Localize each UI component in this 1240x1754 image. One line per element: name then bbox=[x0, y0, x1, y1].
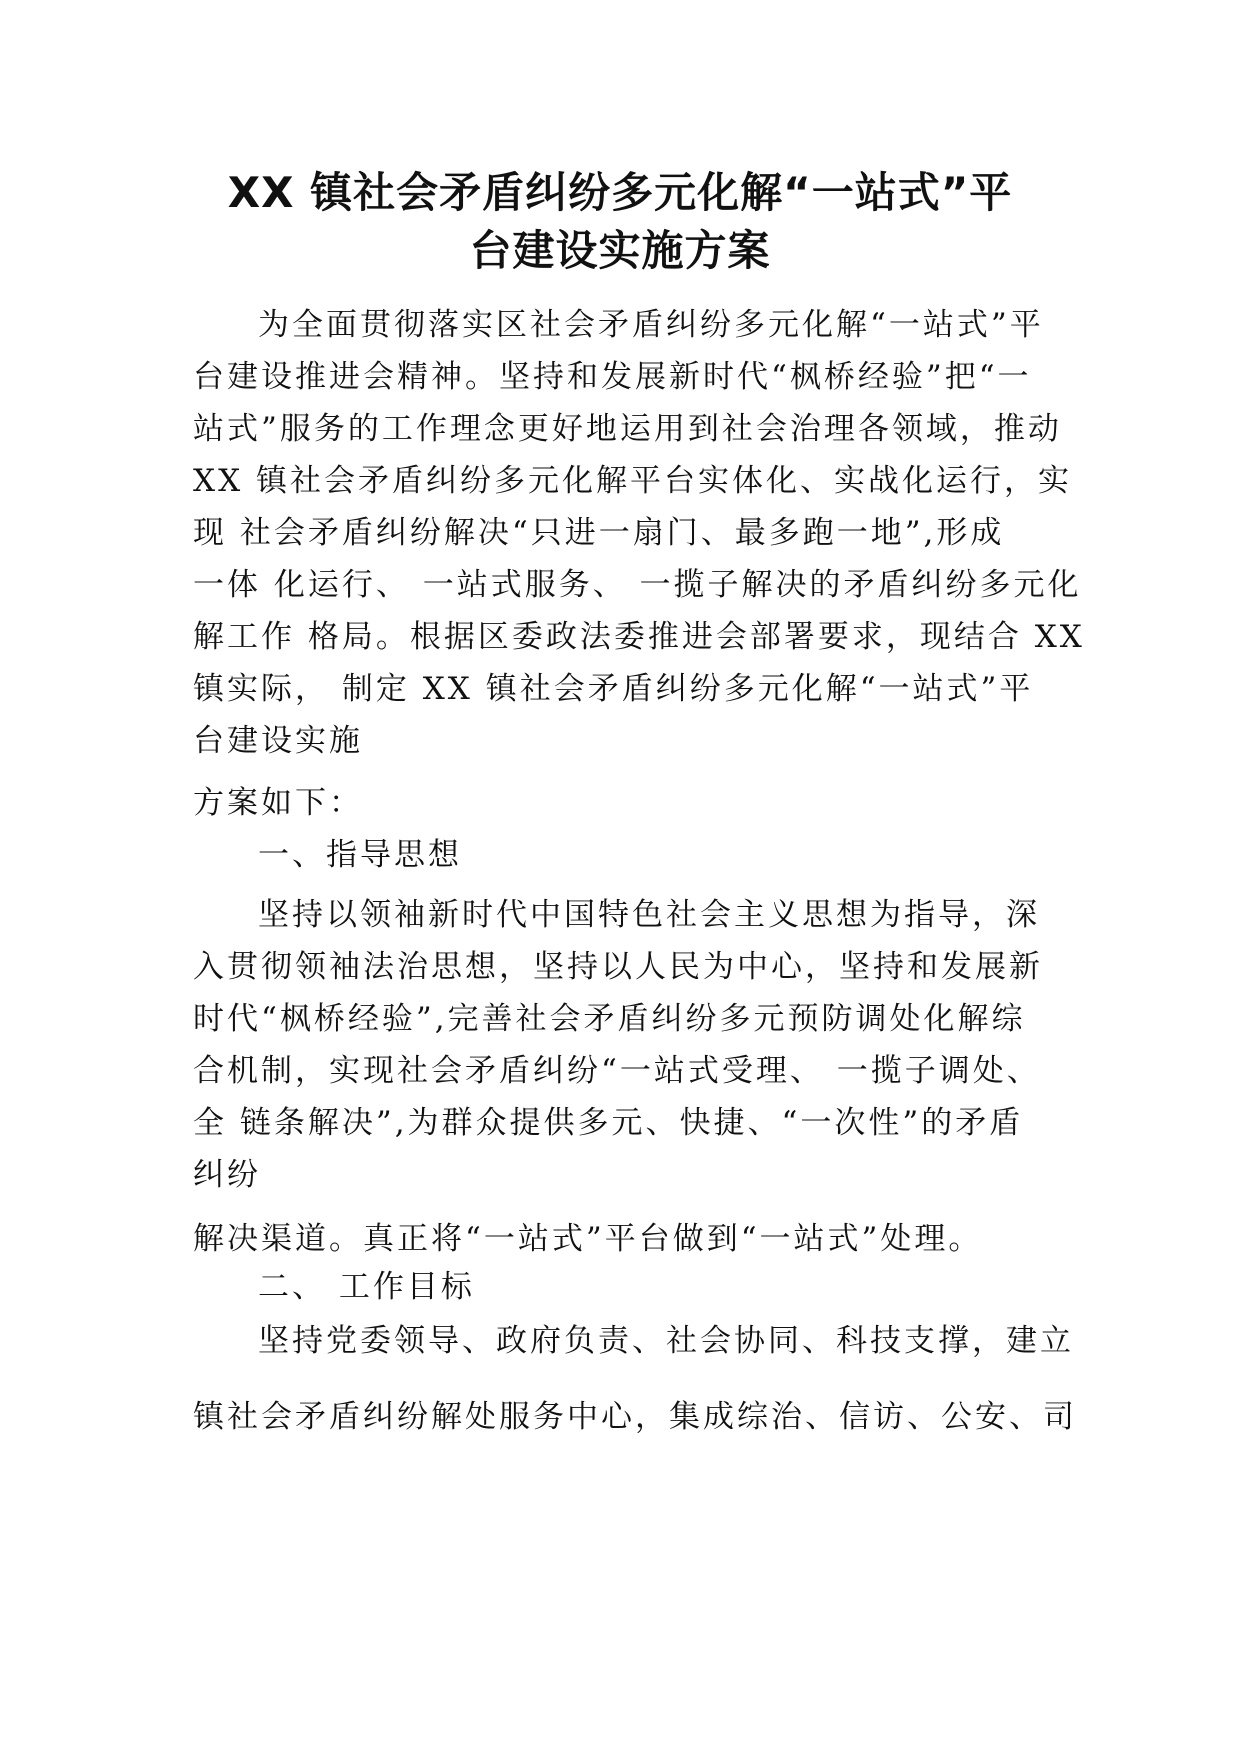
body-line: 时代“枫桥经验”,完善社会矛盾纠纷多元预防调处化解综 bbox=[193, 1001, 1026, 1037]
body-line: 为全面贯彻落实区社会矛盾纠纷多元化解“一站式”平 bbox=[258, 307, 1044, 343]
body-line: 现 社会矛盾纠纷解决“只进一扇门、最多跑一地”,形成 bbox=[193, 515, 1005, 551]
document-title-line-2: 台建设实施方案 bbox=[469, 226, 771, 275]
body-line: 坚持以领袖新时代中国特色社会主义思想为指导，深 bbox=[258, 897, 1040, 933]
document-title-line-1: XX 镇社会矛盾纠纷多元化解“一站式”平 bbox=[227, 168, 1013, 217]
body-line: 解决渠道。真正将“一站式”平台做到“一站式”处理。 bbox=[193, 1221, 983, 1257]
body-line: 一体 化运行、 一站式服务、 一揽子解决的矛盾纠纷多元化 bbox=[193, 567, 1082, 603]
body-line: 全 链条解决”,为群众提供多元、快捷、“一次性”的矛盾 bbox=[193, 1105, 1024, 1141]
body-line: 站式”服务的工作理念更好地运用到社会治理各领域，推动 bbox=[193, 411, 1062, 447]
body-line: XX 镇社会矛盾纠纷多元化解平台实体化、实战化运行，实 bbox=[193, 463, 1072, 499]
body-line: 解工作 格局。根据区委政法委推进会部署要求，现结合 XX bbox=[193, 619, 1085, 655]
body-line: 镇实际， 制定 XX 镇社会矛盾纠纷多元化解“一站式”平 bbox=[193, 671, 1034, 707]
section-heading-guiding-ideology: 一、指导思想 bbox=[258, 837, 462, 873]
body-line: 合机制，实现社会矛盾纠纷“一站式受理、 一揽子调处、 bbox=[193, 1053, 1041, 1089]
body-line: 坚持党委领导、政府负责、社会协同、科技支撑，建立 bbox=[258, 1323, 1074, 1359]
section-heading-work-goals: 二、 工作目标 bbox=[258, 1269, 475, 1305]
body-line: 入贯彻领袖法治思想，坚持以人民为中心，坚持和发展新 bbox=[193, 949, 1043, 985]
body-line: 台建设实施 bbox=[193, 723, 363, 759]
body-line: 镇社会矛盾纠纷解处服务中心，集成综治、信访、公安、司 bbox=[193, 1399, 1077, 1435]
body-line: 方案如下： bbox=[193, 785, 363, 821]
body-line: 纠纷 bbox=[193, 1157, 261, 1193]
body-line: 台建设推进会精神。坚持和发展新时代“枫桥经验”把“一 bbox=[193, 359, 1032, 395]
